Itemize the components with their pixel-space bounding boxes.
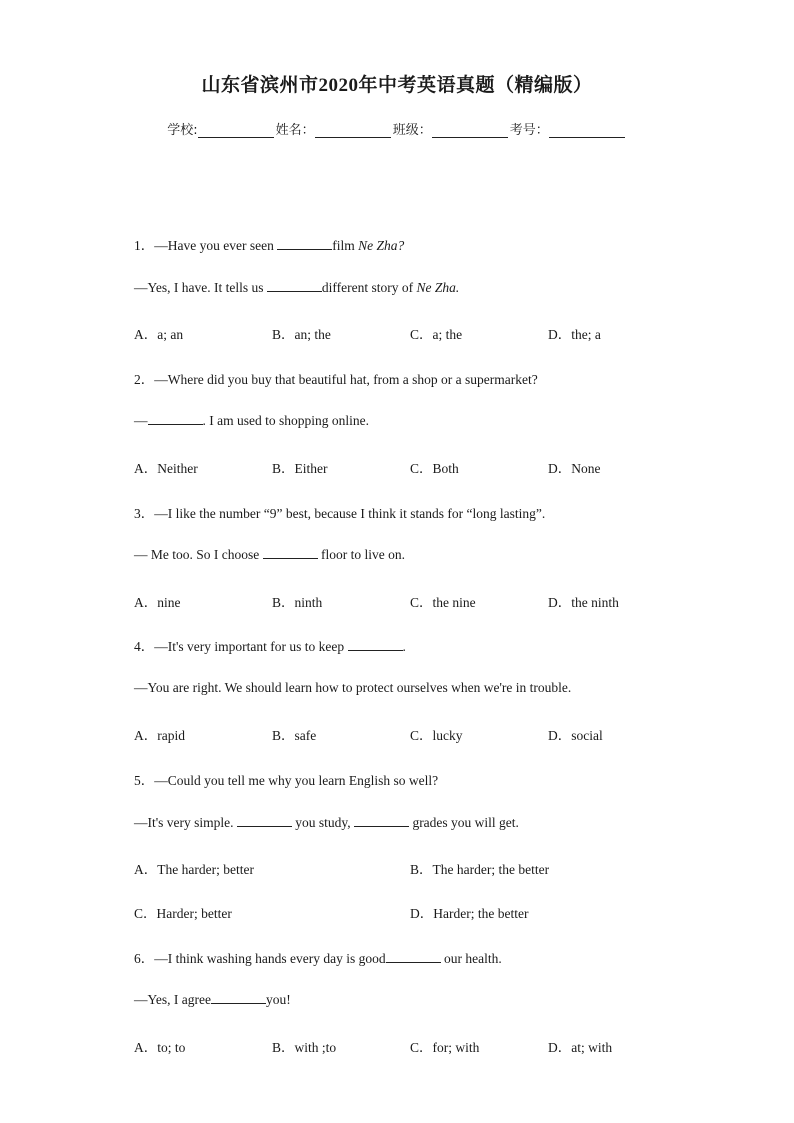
answer-blank [354, 814, 409, 827]
question-2-stem [134, 368, 538, 388]
option-b[interactable]: B．Either [272, 461, 328, 476]
question-3-response [134, 546, 405, 563]
response-text: you study, [291, 815, 355, 830]
answer-blank [211, 991, 266, 1004]
option-c[interactable]: C．the nine [410, 595, 476, 610]
answer-blank [348, 638, 403, 651]
question-5-stem [134, 769, 438, 789]
response-text: —Yes, I have. It tells us [134, 280, 267, 295]
question-text: Ne Zha? [358, 238, 405, 253]
question-4-response [134, 680, 571, 696]
option-b[interactable]: B．safe [272, 728, 317, 743]
response-text: — Me too. So I choose [134, 547, 263, 562]
answer-blank [263, 546, 318, 559]
question-text: —I think washing hands every day is good [154, 951, 386, 966]
question-number: 5． [134, 773, 155, 788]
option-c[interactable]: C．for; with [410, 1040, 480, 1055]
option-a[interactable]: A．to; to [134, 1040, 186, 1055]
school-label: 学校: [167, 123, 198, 138]
option-b[interactable]: B．with ;to [272, 1040, 337, 1055]
number-label: 考号： [509, 123, 549, 138]
option-c[interactable]: C．lucky [410, 728, 463, 743]
school-blank[interactable] [198, 123, 274, 138]
question-text: —Where did you buy that beautiful hat, from a shop or a supermarket? [154, 372, 538, 387]
option-d[interactable]: D．social [548, 728, 603, 743]
question-number: 2． [134, 372, 155, 387]
option-d[interactable]: D．the ninth [548, 595, 619, 610]
option-a[interactable]: A．Neither [134, 461, 198, 476]
option-b[interactable]: B．ninth [272, 595, 323, 610]
option-b[interactable]: B．The harder; the better [410, 862, 550, 877]
question-text: —I like the number “9” best, because I think it stands for “long lasting”. [154, 506, 546, 521]
question-number: 1． [134, 238, 155, 253]
answer-blank [148, 412, 203, 425]
response-text: —It's very simple. [134, 815, 237, 830]
question-text: —It's very important for us to keep [154, 639, 348, 654]
question-text: . [402, 639, 406, 654]
name-label: 姓名： [275, 123, 315, 138]
option-a[interactable]: A．rapid [134, 728, 185, 743]
response-text: floor to live on. [317, 547, 405, 562]
option-c[interactable]: C．Harder; better [134, 906, 232, 921]
answer-blank [267, 279, 322, 292]
question-number: 6． [134, 951, 155, 966]
option-d[interactable]: D．the; a [548, 327, 601, 342]
response-text: different story of [321, 280, 417, 295]
question-text: —Have you ever seen [154, 238, 278, 253]
response-text: . I am used to shopping online. [202, 413, 369, 428]
response-text: —You are right. We should learn how to protect ourselves when we're in trouble. [134, 680, 572, 695]
response-text: —Yes, I agree [134, 992, 211, 1007]
class-label: 班级： [392, 123, 432, 138]
answer-blank [386, 950, 441, 963]
question-6-stem [134, 947, 502, 967]
option-a[interactable]: A．a; an [134, 327, 184, 342]
question-text: —Could you tell me why you learn English so well? [154, 773, 439, 788]
option-c[interactable]: C．Both [410, 461, 459, 476]
option-a[interactable]: A．nine [134, 595, 181, 610]
question-5-response [134, 814, 519, 831]
option-d[interactable]: D．Harder; the better [410, 906, 529, 921]
question-2-response [134, 412, 369, 429]
page-title: 山东省滨州市2020年中考英语真题（精编版） [201, 75, 593, 96]
question-text: our health. [440, 951, 502, 966]
question-6-response [134, 991, 291, 1008]
question-1-stem [134, 234, 404, 254]
option-b[interactable]: B．an; the [272, 327, 331, 342]
option-d[interactable]: D．None [548, 461, 601, 476]
question-3-stem [134, 502, 545, 522]
response-text: — [134, 413, 148, 428]
question-number: 3． [134, 506, 155, 521]
answer-blank [277, 237, 332, 250]
option-c[interactable]: C．a; the [410, 327, 463, 342]
number-blank[interactable] [549, 123, 625, 138]
question-4-stem [134, 635, 406, 655]
response-text: you! [266, 992, 291, 1007]
option-d[interactable]: D．at; with [548, 1040, 613, 1055]
name-blank[interactable] [315, 123, 391, 138]
response-text: Ne Zha. [416, 280, 460, 295]
question-1-response [134, 279, 459, 296]
student-info-line [0, 119, 794, 138]
question-text: film [332, 238, 359, 253]
class-blank[interactable] [432, 123, 508, 138]
option-a[interactable]: A．The harder; better [134, 862, 254, 877]
question-number: 4． [134, 639, 155, 654]
answer-blank [237, 814, 292, 827]
response-text: grades you will get. [409, 815, 519, 830]
